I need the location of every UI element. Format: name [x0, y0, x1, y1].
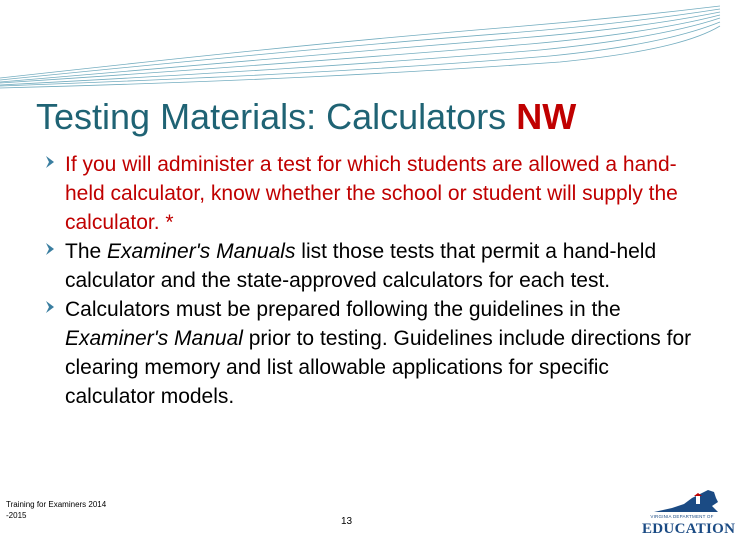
page-number: 13 — [341, 516, 353, 527]
slide-title — [36, 96, 576, 138]
logo-big-text: EDUCATION — [642, 521, 735, 537]
bullet-text-3-em: Examiner's Manual — [65, 327, 243, 350]
bullet-text-2-post: list those tests that permit a hand-held calculator and the state-approved calculators for each test. — [65, 240, 657, 292]
bullet-text-2 — [65, 237, 704, 295]
bullet-text-2-pre: The — [65, 240, 108, 263]
slide-title-main: Testing Materials: Calculators — [36, 96, 507, 137]
bullet-text-3-post: prior to testing. Guidelines include directions for clearing memory and list allowable applications for specific calculator models. — [65, 327, 692, 408]
bullet-text-3-pre: Calculators must be prepared following the guidelines in the — [65, 298, 621, 321]
footer-line-2: -2015 — [6, 511, 27, 520]
virginia-state-icon — [652, 488, 720, 514]
header-wave-decoration — [0, 0, 720, 95]
vdoe-logo — [636, 488, 735, 540]
bullet-item-1 — [44, 150, 704, 237]
footer-line-1: Training for Examiners 2014 — [6, 500, 107, 509]
bullet-item-3 — [44, 295, 704, 411]
bullet-text-3 — [65, 295, 704, 411]
bullet-icon — [44, 154, 58, 170]
slide-title-tag: NW — [516, 96, 577, 137]
bullet-list — [44, 150, 704, 411]
logo-small-text: VIRGINIA DEPARTMENT OF — [650, 514, 714, 519]
footer-training-label — [6, 499, 146, 521]
bullet-text-2-em: Examiner's Manuals — [107, 240, 296, 263]
bullet-icon — [44, 241, 58, 257]
bullet-icon — [44, 299, 58, 315]
bullet-text-1: If you will administer a test for which students are allowed a hand-held calculator, know whether the school or student will supply the calculator. * — [65, 153, 678, 234]
bullet-item-2 — [44, 237, 704, 295]
